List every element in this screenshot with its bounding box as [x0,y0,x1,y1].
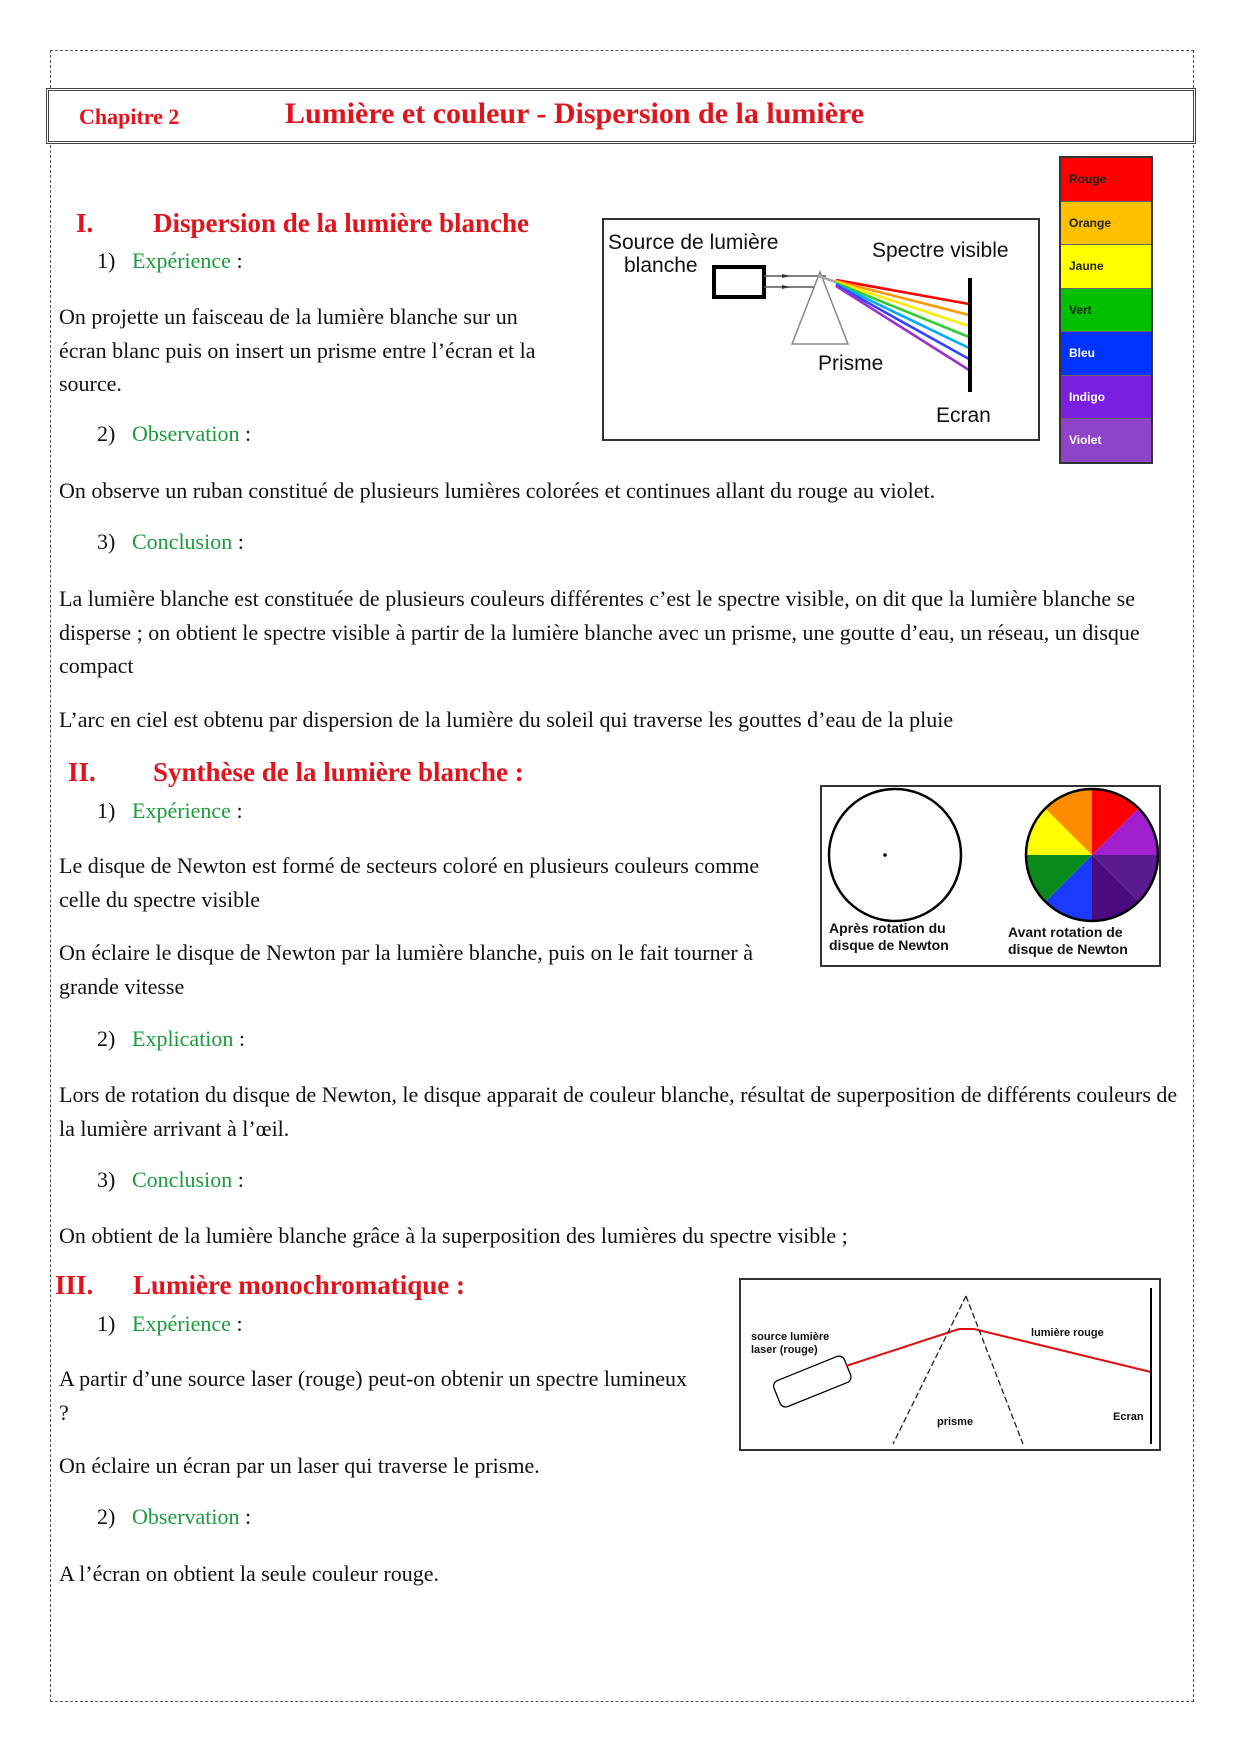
sub-number: 2) [97,421,116,446]
paragraph: L’arc en ciel est obtenu par dispersion de la lumière du soleil qui traverse les gouttes d’eau de la pluie [59,707,954,732]
sub-colon: : [232,529,244,554]
sub-colon: : [239,1504,252,1529]
chapter-label: Chapitre 2 [79,104,180,129]
sub-label: Expérience [132,798,231,823]
after-rotation-label-line1: Après rotation du [829,920,946,936]
subheading-observation [97,1504,251,1530]
before-rotation-label-line2: disque de Newton [1008,941,1128,957]
color-spectrum-legend [1059,156,1153,464]
paragraph: Le disque de Newton est formé de secteurs coloré en plusieurs couleurs comme celle du spectre visible [59,853,760,912]
sub-label: Expérience [132,248,231,273]
section-number: III. [55,1270,94,1300]
ray-blue [836,285,969,359]
sub-label: Observation [132,421,240,446]
sub-label: Observation [132,1504,240,1529]
sub-number: 1) [97,248,116,273]
laser-label-line1: source lumière [751,1331,830,1343]
section-3-heading [55,1270,465,1301]
paragraph: On obtient de la lumière blanche grâce à la superposition des lumières du spectre visible ; [59,1223,848,1248]
before-rotation-label-line1: Avant rotation de [1008,924,1123,940]
paragraph: On observe un ruban constitué de plusieurs lumières colorées et continues allant du rouge au violet. [59,478,936,503]
section-title: Dispersion de la lumière blanche [153,208,530,238]
color-swatch-label: Orange [1069,215,1112,230]
color-swatch-violet [1061,419,1151,462]
sub-number: 3) [97,1167,116,1192]
newton-disk-diagram [822,787,1159,965]
incident-ray [846,1329,959,1366]
section-number: II. [68,757,96,787]
white-disk [829,789,961,921]
source-label-line1: Source de lumière [608,231,779,254]
header-box [46,88,1196,144]
subheading-experience [97,798,243,824]
paragraph: La lumière blanche est constituée de plusieurs couleurs différentes c’est le spectre visible, on dit que la lumière blanche se disperse ; on obtient le spectre visible à partir de la lumière blanche avec un prisme, une goutte d’eau, un réseau, un disque compact [59,586,1140,678]
sub-label: Conclusion [132,529,233,554]
color-swatch-label: Indigo [1069,389,1105,404]
color-swatch-indigo [1061,376,1151,420]
color-swatch-label: Violet [1069,433,1102,448]
color-wheel [1026,789,1158,921]
screen-label: Ecran [1113,1411,1144,1423]
laser-prism-figure [739,1278,1161,1451]
laser-prism-diagram [741,1280,1159,1449]
color-swatch-vert [1061,289,1151,333]
sub-colon: : [230,1311,243,1336]
light-source-box [714,267,764,297]
prism-label: prisme [937,1416,974,1428]
sub-colon: : [230,248,243,273]
color-swatch-label: Rouge [1069,172,1107,186]
paragraph: A partir d’une source laser (rouge) peut-on obtenir un spectre lumineux ? [59,1366,688,1425]
laser-box [772,1354,853,1408]
sub-label: Explication [132,1026,234,1051]
prism-dispersion-figure [602,218,1040,441]
sub-colon: : [233,1026,246,1051]
paragraph: On éclaire le disque de Newton par la lumière blanche, puis on le fait tourner à grande vitesse [59,940,753,999]
subheading-observation [97,421,251,447]
subheading-conclusion [97,529,244,555]
subheading-experience [97,248,243,274]
color-swatch-label: Jaune [1069,259,1104,274]
prism-label: Prisme [818,352,884,375]
paragraph: Lors de rotation du disque de Newton, le disque apparait de couleur blanche, résultat de superposition de différents couleurs de la lumière arrivant à l’œil. [59,1082,1178,1141]
sub-number: 2) [97,1504,116,1529]
sub-number: 1) [97,798,116,823]
sub-number: 2) [97,1026,116,1051]
color-swatch-jaune [1061,245,1151,289]
paragraph: On éclaire un écran par un laser qui traverse le prisme. [59,1453,540,1478]
laser-label-line2: laser (rouge) [751,1344,818,1356]
section-title: Synthèse de la lumière blanche : [153,757,524,787]
sub-number: 3) [97,529,116,554]
after-rotation-label-line2: disque de Newton [829,937,949,953]
ray-arrow [782,285,790,289]
paragraph: A l’écran on obtient la seule couleur rouge. [59,1561,439,1586]
section-number: I. [76,208,94,238]
sub-colon: : [230,798,243,823]
sub-colon: : [239,421,252,446]
source-label-line2: blanche [624,254,698,277]
section-1-heading [76,208,529,239]
spectrum-label: Spectre visible [872,239,1009,262]
prism-dispersion-diagram [604,220,1038,439]
sub-label: Conclusion [132,1167,233,1192]
color-swatch-label: Vert [1069,302,1092,317]
sub-colon: : [232,1167,244,1192]
color-swatch-label: Bleu [1069,346,1096,361]
red-light-label: lumière rouge [1031,1327,1104,1339]
disk-center [883,853,887,857]
section-2-heading [68,757,524,788]
prism-edge-right [966,1296,1023,1444]
sub-number: 1) [97,1311,116,1336]
subheading-explanation [97,1026,245,1052]
color-swatch-bleu [1061,332,1151,376]
subheading-conclusion [97,1167,244,1193]
paragraph: On projette un faisceau de la lumière blanche sur un écran blanc puis on insert un prisme entre l’écran et la source. [59,304,536,396]
page-title: Lumière et couleur - Dispersion de la lumière [285,97,865,130]
laser-source [772,1354,853,1408]
section-title: Lumière monochromatique : [133,1270,465,1300]
screen-label: Ecran [936,404,991,427]
ray-yellow [836,282,969,326]
ray-cyan [836,284,969,348]
color-swatch-orange [1061,202,1151,246]
color-swatch-rouge [1061,158,1151,202]
subheading-experience [97,1311,243,1337]
ray-arrow [782,274,790,278]
newton-disk-figure [820,785,1161,967]
sub-label: Expérience [132,1311,231,1336]
